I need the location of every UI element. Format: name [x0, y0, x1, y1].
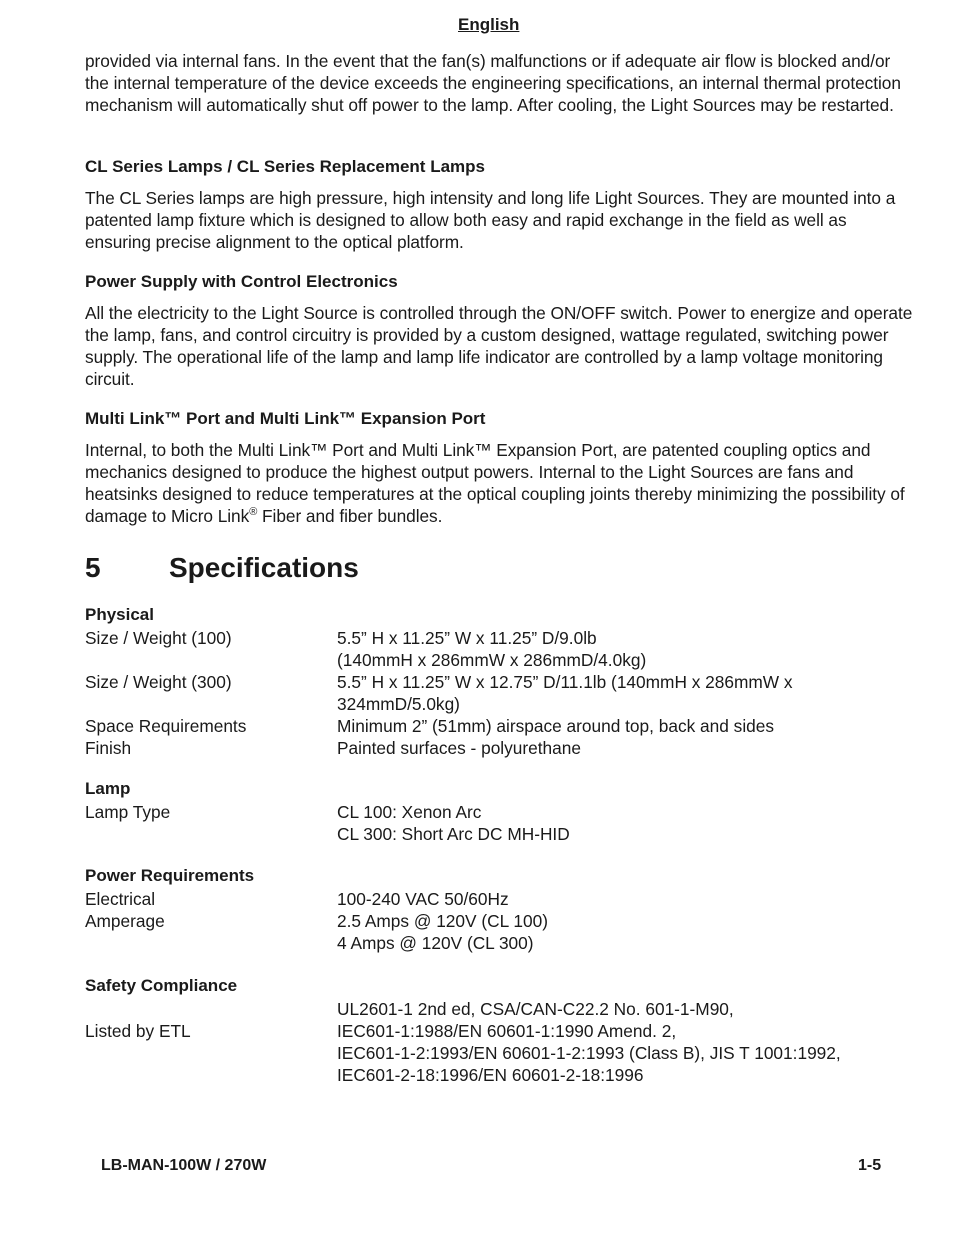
spec-value: 4 Amps @ 120V (CL 300)	[337, 933, 534, 953]
spec-row	[85, 715, 915, 737]
section-heading: Multi Link™ Port and Multi Link™ Expansion Port	[85, 409, 486, 428]
spec-group-heading: Lamp	[85, 779, 131, 798]
spec-row	[85, 801, 915, 823]
section-power-supply	[85, 271, 915, 390]
spec-value: UL2601-1 2nd ed, CSA/CAN-C22.2 No. 601-1-M90,	[337, 999, 734, 1019]
spec-row	[85, 910, 915, 932]
spec-value: Minimum 2” (51mm) airspace around top, back and sides	[337, 716, 775, 736]
section-title: Specifications	[169, 552, 359, 583]
section-cl-series	[85, 156, 915, 253]
spec-value: IEC601-2-18:1996/EN 60601-2-18:1996	[337, 1065, 644, 1085]
footer-doc-id: LB-MAN-100W / 270W	[101, 1157, 267, 1174]
spec-row	[85, 649, 915, 671]
spec-row	[85, 671, 915, 693]
spec-value: CL 100: Xenon Arc	[337, 802, 482, 822]
section-heading: Power Supply with Control Electronics	[85, 272, 398, 291]
spec-row	[85, 627, 915, 649]
spec-safety	[85, 974, 915, 1086]
spec-label: Amperage	[85, 911, 165, 931]
section-body: All the electricity to the Light Source is controlled through the ON/OFF switch. Power to energize and operate the lamp, fans, and control circuitry is provided by a custom designed, wattage regulated, switching power supply. The operational life of the lamp and lamp life indicator are controlled by a lamp voltage monitoring circuit.	[85, 303, 913, 389]
spec-value: CL 300: Short Arc DC MH-HID	[337, 824, 570, 844]
spec-physical	[85, 603, 915, 759]
spec-group-heading: Safety Compliance	[85, 976, 238, 995]
spec-value: IEC601-1:1988/EN 60601-1:1990 Amend. 2,	[337, 1021, 677, 1041]
spec-value: (140mmH x 286mmW x 286mmD/4.0kg)	[337, 650, 647, 670]
section-body: The CL Series lamps are high pressure, high intensity and long life Light Sources. They are mounted into a patented lamp fixture which is designed to allow both easy and rapid exchange in the field as well as ensuring precise alignment to the optical platform.	[85, 188, 896, 252]
footer-page-number: 1-5	[858, 1157, 882, 1174]
spec-label: Finish	[85, 738, 132, 758]
section-body-main: Internal, to both the Multi Link™ Port and Multi Link™ Expansion Port, are patented coupling optics and mechanics designed to produce the highest output powers. Internal to the Light Sources are fans and heatsinks designed to reduce temperatures at the optical coupling joints thereby minimizing the possibility of damage to Micro Link	[85, 440, 905, 526]
spec-label: Lamp Type	[85, 802, 171, 822]
spec-label: Space Requirements	[85, 716, 247, 736]
spec-row	[85, 1042, 915, 1064]
spec-group-heading: Power Requirements	[85, 866, 255, 885]
section-multi-link	[85, 408, 915, 527]
spec-value: Painted surfaces - polyurethane	[337, 738, 582, 758]
intro-paragraph: provided via internal fans. In the event that the fan(s) malfunctions or if adequate air flow is blocked and/or the internal temperature of the device exceeds the engineering specifications, an internal thermal protection mechanism will automatically shut off power to the lamp. After cooling, the Light Sources may be restarted.	[85, 51, 901, 115]
spec-label: Electrical	[85, 889, 156, 909]
section-number: 5	[85, 552, 101, 583]
spec-row	[85, 693, 915, 715]
spec-row	[85, 823, 915, 845]
spec-label: Listed by ETL	[85, 1021, 191, 1041]
spec-row	[85, 1020, 915, 1042]
registered-mark: ®	[249, 506, 258, 518]
spec-row	[85, 737, 915, 759]
spec-lamp	[85, 777, 915, 845]
specifications-heading	[85, 551, 915, 585]
spec-value: 324mmD/5.0kg)	[337, 694, 460, 714]
spec-row	[85, 932, 915, 954]
spec-row	[85, 888, 915, 910]
spec-label: Size / Weight (300)	[85, 672, 232, 692]
spec-value: 5.5” H x 11.25” W x 11.25” D/9.0lb	[337, 628, 597, 648]
spec-row	[85, 1064, 915, 1086]
spec-label: Size / Weight (100)	[85, 628, 232, 648]
section-body-end: Fiber and fiber bundles.	[257, 506, 443, 526]
section-body	[85, 439, 915, 527]
spec-power	[85, 864, 915, 954]
spec-value: 100-240 VAC 50/60Hz	[337, 889, 509, 909]
specifications-heading-block	[85, 551, 915, 585]
spec-group-heading: Physical	[85, 605, 154, 624]
spec-value: IEC601-1-2:1993/EN 60601-1-2:1993 (Class B), JIS T 1001:1992,	[337, 1043, 841, 1063]
intro-paragraph-block	[85, 50, 915, 116]
spec-value: 5.5” H x 11.25” W x 12.75” D/11.1lb (140mmH x 286mmW x	[337, 672, 793, 692]
spec-row	[85, 998, 915, 1020]
language-heading: English	[458, 15, 520, 34]
section-heading: CL Series Lamps / CL Series Replacement Lamps	[85, 157, 485, 176]
spec-value: 2.5 Amps @ 120V (CL 100)	[337, 911, 548, 931]
